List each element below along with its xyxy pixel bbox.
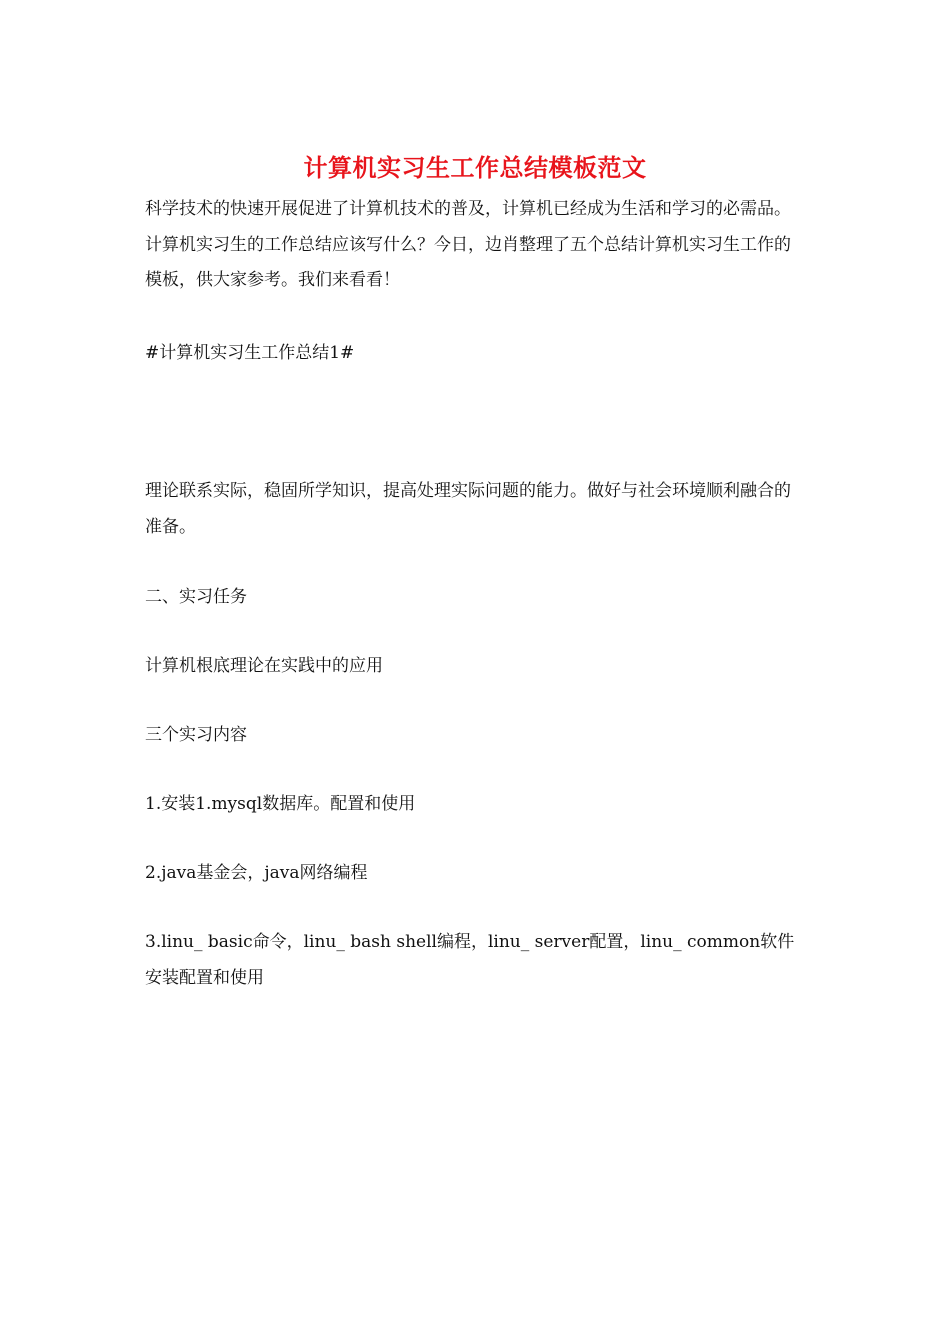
task-heading: 二、实习任务 [145, 587, 247, 607]
task-text: 计算机根底理论在实践中的应用 [145, 656, 383, 676]
content-heading: 三个实习内容 [145, 725, 247, 745]
section-heading-1: #计算机实习生工作总结1# [145, 343, 355, 363]
list-item: 2.java基金会，java网络编程 [145, 863, 368, 883]
intro-paragraph: 科学技术的快速开展促进了计算机技术的普及，计算机已经成为生活和学习的必需品。计算机实习生的工作总结应该写什么？今日，边肖整理了五个总结计算机实习生工作的模板，供大家参考。我们来看看！ [145, 199, 791, 290]
list-item: 3.linu_ basic命令，linu_ bash shell编程，linu_ server配置，linu_ common软件安装配置和使用 [145, 932, 795, 988]
document-title: 计算机实习生工作总结模板范文 [303, 153, 647, 182]
list-item: 1.安装1.mysql数据库。配置和使用 [145, 794, 416, 814]
theory-paragraph: 理论联系实际，稳固所学知识，提高处理实际问题的能力。做好与社会环境顺利融合的准备。 [145, 481, 791, 537]
